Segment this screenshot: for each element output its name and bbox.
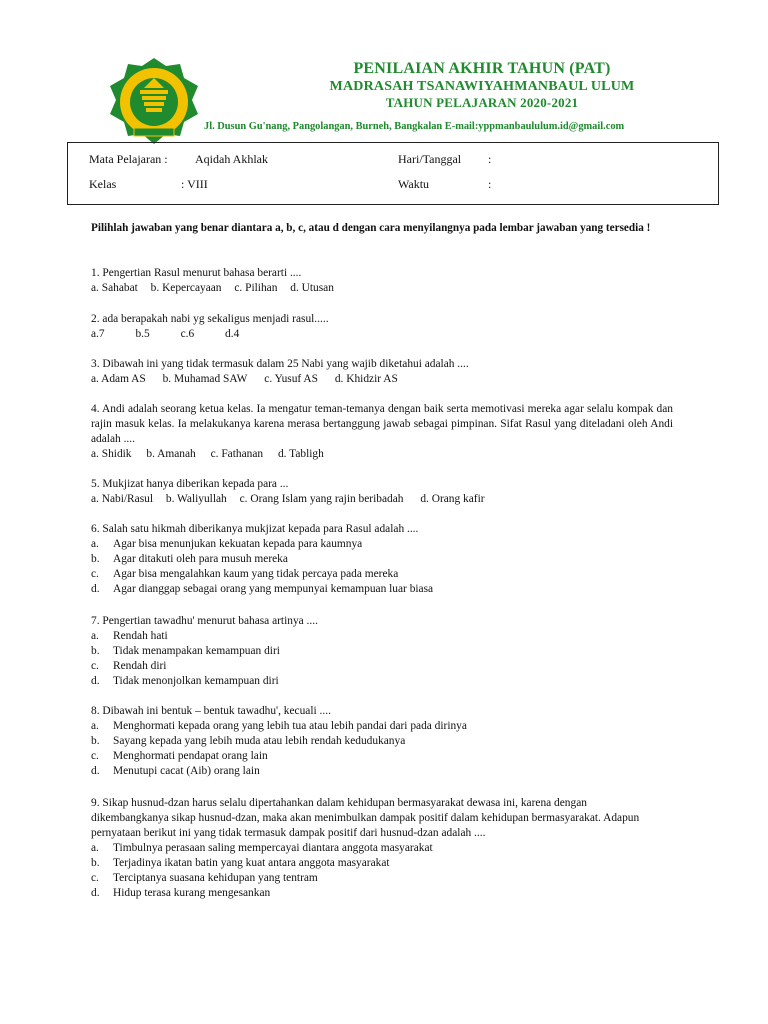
question-1 [91,266,711,296]
option-b[interactable]: b. Waliyullah [165,493,227,505]
school-name: MADRASAH TSANAWIYAHMANBAUL ULUM [329,79,635,94]
subject-value: Aqidah Akhlak [195,152,268,166]
question-options [91,372,711,387]
subject-label: Mata Pelajaran : [89,152,168,166]
option-a[interactable]: a.7 [91,328,105,340]
option-a[interactable]: a. Menghormati kepada orang yang lebih tua atau lebih pandai dari pada dirinya [91,720,467,732]
question-options [91,327,711,342]
question-text: 1. Pengertian Rasul menurut bahasa berarti .... [91,267,302,279]
exam-title: PENILAIAN AKHIR TAHUN (PAT) [353,60,611,77]
option-a[interactable]: a. Nabi/Rasul [91,493,154,505]
academic-year: TAHUN PELAJARAN 2020-2021 [385,95,579,110]
option-d[interactable]: d. Agar dianggap sebagai orang yang mempunyai kemampuan luar biasa [91,583,434,595]
option-b[interactable]: b. Amanah [146,448,196,460]
school-address: Jl. Dusun Gu'nang, Pangolangan, Burneh, Bangkalan E-mail:yppmanbaululum.id@gmail.com [204,121,625,132]
question-3 [91,357,711,387]
school-logo [104,56,204,152]
question-text: 5. Mukjizat hanya diberikan kepada para ... [91,478,289,490]
question-2 [91,312,711,342]
option-a[interactable]: a. Adam AS [91,373,146,385]
option-a[interactable]: a. Rendah hati [91,630,168,642]
option-c[interactable]: c. Menghormati pendapat orang lain [91,750,268,762]
date-label: Hari/Tanggal [398,152,462,166]
question-text: 8. Dibawah ini bentuk – bentuk tawadhu', kecuali .... [91,705,331,717]
option-c[interactable]: c. Agar bisa mengalahkan kaum yang tidak percaya pada mereka [91,568,399,580]
question-options [91,281,711,296]
option-b[interactable]: b. Kepercayaan [150,282,222,294]
option-c[interactable]: c. Pilihan [234,282,278,294]
option-b[interactable]: b. Tidak menampakan kemampuan diri [91,645,280,657]
option-d[interactable]: d. Tidak menonjolkan kemampuan diri [91,675,279,687]
option-a[interactable]: a. Agar bisa menunjukan kekuatan kepada para kaumnya [91,538,363,550]
option-c[interactable]: c. Orang Islam yang rajin beribadah [239,493,404,505]
option-a[interactable]: a. Sahabat [91,282,138,294]
option-d[interactable]: d.4 [225,328,240,340]
question-text: 6. Salah satu hikmah diberikanya mukjizat kepada para Rasul adalah .... [91,523,419,535]
time-label: Waktu [398,177,430,191]
option-a[interactable]: a. Timbulnya perasaan saling mempercayai diantara anggota masyarakat [91,842,433,854]
class-value: : VIII [181,177,208,191]
date-value: : [488,152,492,166]
class-label: Kelas [89,177,117,191]
question-text: 3. Dibawah ini yang tidak termasuk dalam 25 Nabi yang wajib diketahui adalah .... [91,358,469,370]
question-options [91,492,711,507]
option-d[interactable]: d. Khidzir AS [334,373,398,385]
option-d[interactable]: d. Hidup terasa kurang mengesankan [91,887,271,899]
option-b[interactable]: b. Terjadinya ikatan batin yang kuat antara anggota masyarakat [91,857,390,869]
option-b[interactable]: b.5 [135,328,150,340]
option-d[interactable]: d. Utusan [290,282,334,294]
option-d[interactable]: d. Tabligh [277,448,324,460]
question-6 [91,522,711,597]
option-b[interactable]: b. Muhamad SAW [162,373,248,385]
question-options [91,447,711,462]
option-c[interactable]: c. Rendah diri [91,660,167,672]
question-7 [91,614,711,689]
option-b[interactable]: b. Sayang kepada yang lebih muda atau lebih rendah kedudukanya [91,735,406,747]
question-text: 9. Sikap husnud-dzan harus selalu dipertahankan dalam kehidupan bermasyarakat dewasa ini, karena dengan dikembangkanya sikap husnud-dzan, maka akan menimbulkan dampak positif dalam kehidupan bermasyarakat. Adapun pernyataan berikut ini yang tidak termasuk dampak positif dari husnud-dzan adalah .... [91,797,640,839]
option-c[interactable]: c.6 [180,328,195,340]
question-8 [91,704,711,779]
option-c[interactable]: c. Yusuf AS [264,373,318,385]
option-b[interactable]: b. Agar ditakuti oleh para musuh mereka [91,553,288,565]
option-d[interactable]: d. Orang kafir [420,493,485,505]
question-9 [91,796,711,901]
option-c[interactable]: c. Fathanan [210,448,264,460]
time-value: : [488,177,492,191]
option-d[interactable]: d. Menutupi cacat (Aib) orang lain [91,765,260,777]
option-a[interactable]: a. Shidik [91,448,132,460]
question-text: 7. Pengertian tawadhu' menurut bahasa artinya .... [91,615,318,627]
question-text: 4. Andi adalah seorang ketua kelas. Ia mengatur teman-temanya dengan baik serta memotivasi mereka agar selalu kompak dan rajin masuk kelas. Ia melakukanya karena merasa bertanggung jawab sebagai pimpinan. Sifat Rasul yang diteladani oleh Andi adalah .... [91,403,673,445]
question-4 [91,402,711,462]
instruction-text: Pilihlah jawaban yang benar diantara a, b, c, atau d dengan cara menyilangnya pada lembar jawaban yang tersedia ! [91,222,651,234]
question-5 [91,477,711,507]
option-c[interactable]: c. Terciptanya suasana kehidupan yang tentram [91,872,318,884]
question-text: 2. ada berapakah nabi yg sekaligus menjadi rasul..... [91,313,329,325]
exam-info-box [67,142,719,205]
